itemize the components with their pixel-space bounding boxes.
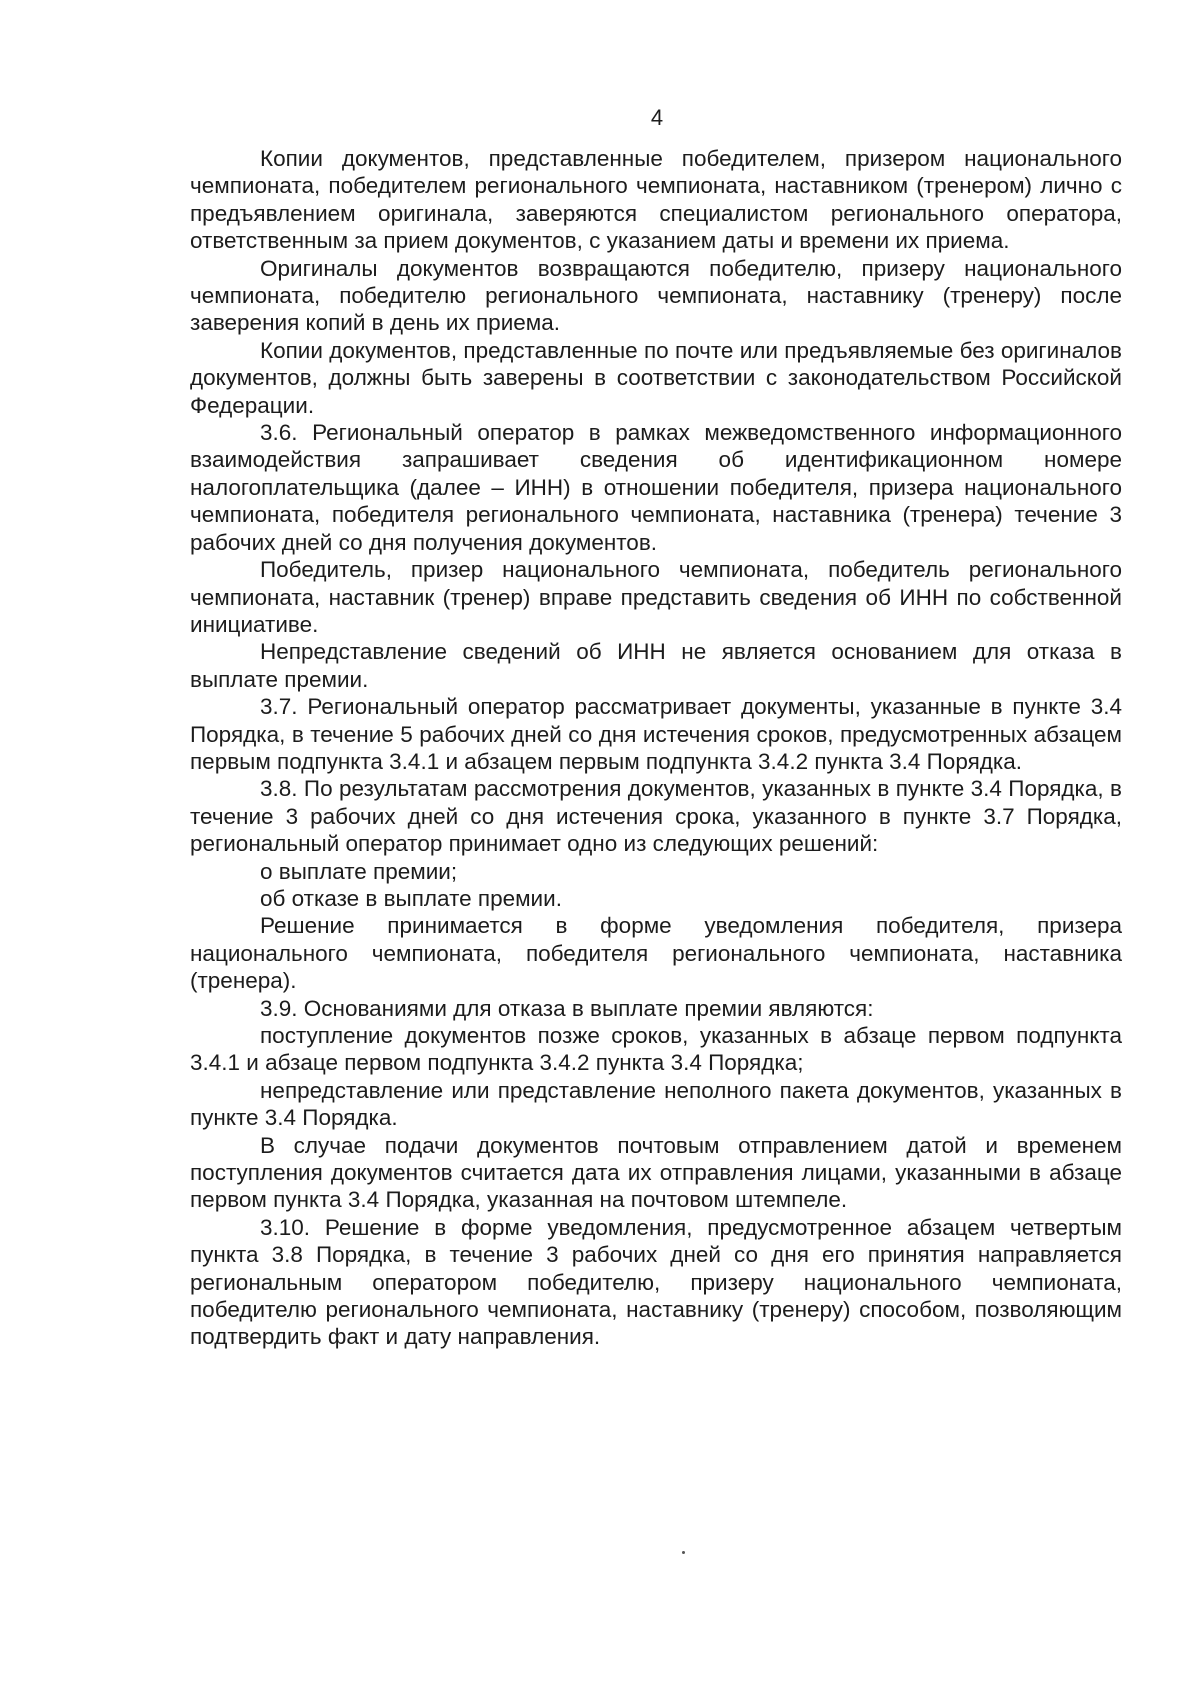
- scan-speck: [682, 1551, 685, 1554]
- paragraph-decision-form: Решение принимается в форме уведомления победителя, призера национального чемпионата, победителя регионального чемпионата, наставника (тренера).: [190, 913, 1122, 994]
- paragraph-originals-return: Оригиналы документов возвращаются победителю, призеру национального чемпионата, победителю регионального чемпионата, наставнику (тренеру) после заверения копий в день их приема.: [190, 255, 1122, 336]
- paragraph-3-8: 3.8. По результатам рассмотрения документов, указанных в пункте 3.4 Порядка, в течение 3 рабочих дней со дня истечения срока, указанного в пункте 3.7 Порядка, региональный оператор принимает одно из следующих решений:: [190, 776, 1122, 857]
- paragraph-3-7: 3.7. Региональный оператор рассматривает документы, указанные в пункте 3.4 Порядка, в течение 5 рабочих дней со дня истечения сроков, предусмотренных абзацем первым подпункта 3.4.1 и абзацем первым подпункта 3.4.2 пункта 3.4 Порядка.: [190, 694, 1122, 774]
- paragraph-inn-not-grounds: Непредставление сведений об ИНН не является основанием для отказа в выплате премии.: [190, 639, 1122, 692]
- paragraph-decision-refusal: об отказе в выплате премии.: [260, 885, 562, 911]
- paragraph-3-9: 3.9. Основаниями для отказа в выплате премии являются:: [260, 995, 874, 1021]
- paragraph-3-10: 3.10. Решение в форме уведомления, предусмотренное абзацем четвертым пункта 3.8 Порядка, в течение 3 рабочих дней со дня его принятия направляется региональным оператором победителю, призеру национального чемпионата, победителю регионального чемпионата, наставнику (тренеру) способом, позволяющим подтвердить факт и дату направления.: [190, 1214, 1122, 1350]
- paragraph-copies-certification: Копии документов, представленные победителем, призером национального чемпионата, победителем регионального чемпионата, наставником (тренером) лично с предъявлением оригинала, заверяются специалистом регионального оператора, ответственным за прием документов, с указанием даты и времени их приема.: [190, 146, 1122, 254]
- paragraph-incomplete-package: непредставление или представление неполного пакета документов, указанных в пункте 3.4 Порядка.: [190, 1077, 1122, 1131]
- paragraph-postal-date: В случае подачи документов почтовым отправлением датой и временем поступления документов считается дата их отправления лицами, указанными в абзаце первом пункта 3.4 Порядка, указанная на почтовом штемпеле.: [190, 1132, 1122, 1213]
- paragraph-postal-copies: Копии документов, представленные по почте или предъявляемые без оригиналов документов, должны быть заверены в соответствии с законодательством Российской Федерации.: [190, 337, 1122, 418]
- paragraph-decision-payment: о выплате премии;: [260, 858, 458, 884]
- page-number: 4: [650, 105, 664, 130]
- paragraph-inn-own-initiative: Победитель, призер национального чемпионата, победитель регионального чемпионата, наставник (тренер) вправе представить сведения об ИНН по собственной инициативе.: [190, 557, 1122, 637]
- document-body: [190, 145, 1122, 1351]
- paragraph-3-6: 3.6. Региональный оператор в рамках межведомственного информационного взаимодействия запрашивает сведения об идентификационном номере налогоплательщика (далее – ИНН) в отношении победителя, призера национального чемпионата, победителя регионального чемпионата, наставника (тренера) течение 3 рабочих дней со дня получения документов.: [190, 420, 1122, 555]
- paragraph-late-submission: поступление документов позже сроков, указанных в абзаце первом подпункта 3.4.1 и абзаце первом подпункта 3.4.2 пункта 3.4 Порядка;: [190, 1023, 1122, 1076]
